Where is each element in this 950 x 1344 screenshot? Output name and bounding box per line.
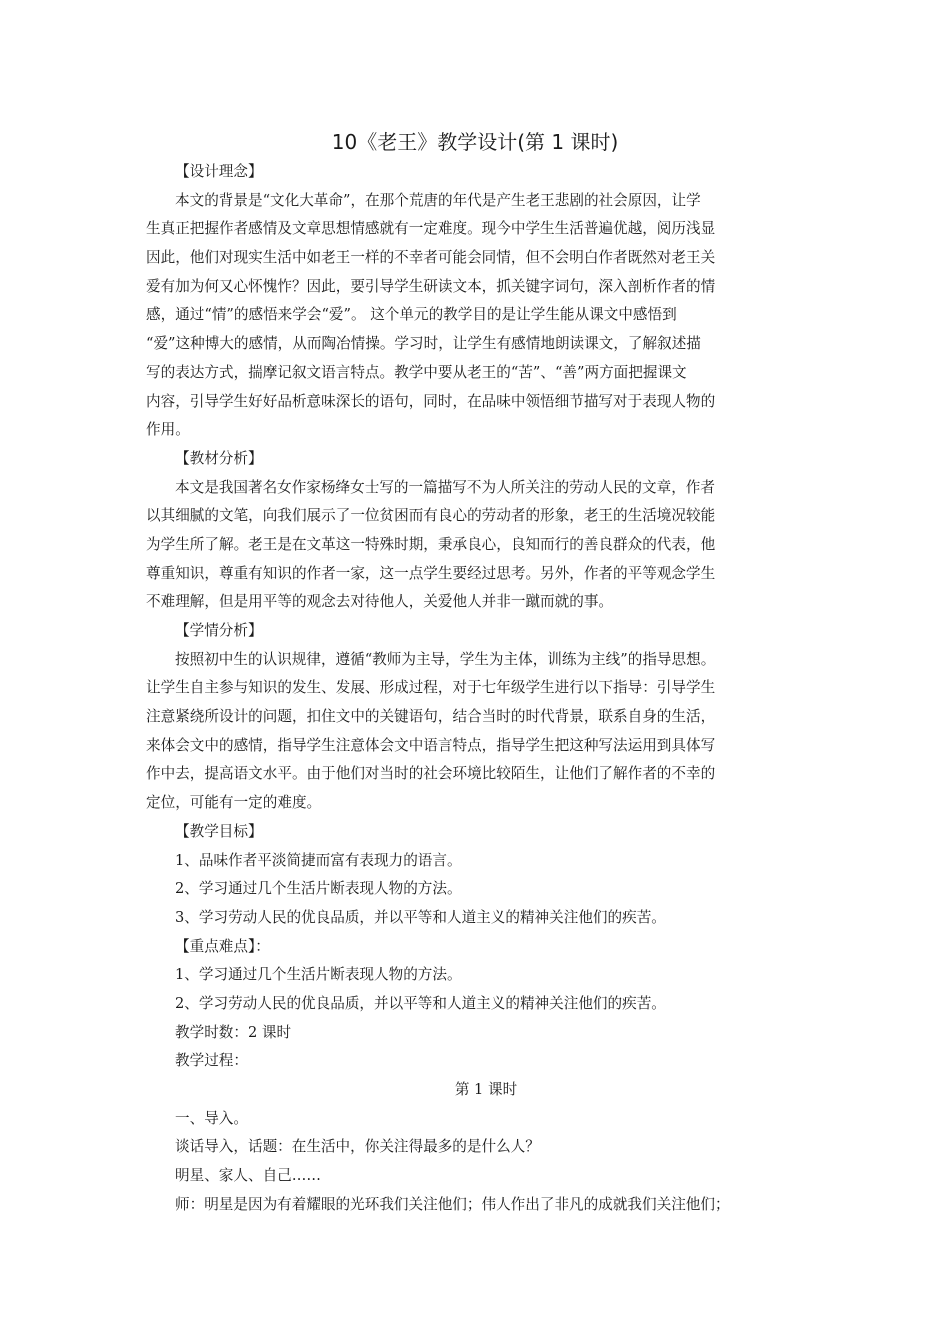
text-line: 内容，引导学生好好品析意味深长的语句，同时，在品味中领悟细节描写对于表现人物的: [146, 392, 716, 410]
text-line: 感，通过“情”的感悟来学会“爱”。 这个单元的教学目的是让学生能从课文中感悟到: [146, 306, 677, 324]
text-line: 【教学目标】: [175, 822, 263, 840]
text-line: 2、学习劳动人民的优良品质，并以平等和人道主义的精神关注他们的疾苦。: [175, 994, 666, 1012]
text-line: 【设计理念】: [175, 163, 263, 180]
text-line: 明星、家人、自己……: [175, 1167, 321, 1185]
text-line: 作用。: [146, 421, 190, 439]
text-line: 教学时数：2 课时: [175, 1023, 292, 1041]
text-line: 一、导入。: [175, 1109, 248, 1127]
text-line: 【学情分析】: [175, 622, 263, 639]
text-line: 让学生自主参与知识的发生、发展、形成过程，对于七年级学生进行以下指导：引导学生: [146, 679, 716, 697]
text-line: 注意紧绕所设计的问题，扣住文中的关键语句，结合当时的时代背景，联系自身的生活，: [146, 708, 716, 726]
text-line: 因此，他们对现实生活中如老王一样的不幸者可能会同情，但不会明白作者既然对老王关: [146, 249, 716, 267]
text-line: 写的表达方式，揣摩记叙文语言特点。教学中要从老王的“苦”、“善”两方面把握课文: [146, 363, 687, 381]
text-line: 2、学习通过几个生活片断表现人物的方法。: [175, 880, 462, 898]
text-line: 以其细腻的文笔，向我们展示了一位贫困而有良心的劳动者的形象，老王的生活境况较能: [146, 507, 716, 525]
text-line: 来体会文中的感情，指导学生注意体会文中语言特点，指导学生把这种写法运用到具体写: [146, 736, 716, 754]
text-line: 教学过程：: [175, 1052, 248, 1070]
text-line: 第 1 课时: [454, 1081, 518, 1098]
text-line: 爱有加为何又心怀愧怍？因此，要引导学生研读文本，抓关键字词句，深入剖析作者的情: [146, 277, 716, 295]
text-line: 谈话导入，话题：在生活中，你关注得最多的是什么人？: [175, 1138, 540, 1156]
text-line: 作中去，提高语文水平。由于他们对当时的社会环境比较陌生，让他们了解作者的不幸的: [146, 765, 716, 783]
text-line: 师：明星是因为有着耀眼的光环我们关注他们；伟人作出了非凡的成就我们关注他们；: [175, 1195, 730, 1213]
document-title: 10《老王》教学设计(第 1 课时): [331, 130, 619, 154]
text-line: 生真正把握作者感情及文章思想情感就有一定难度。现今中学生生活普遍优越，阅历浅显: [146, 220, 716, 238]
text-line: 按照初中生的认识规律，遵循“教师为主导，学生为主体，训练为主线”的指导思想。: [175, 650, 716, 668]
text-line: 【重点难点】：: [175, 937, 270, 955]
text-line: “爱”这种博大的感情，从而陶冶情操。学习时，让学生有感情地朗读课文，了解叙述描: [146, 335, 701, 353]
text-line: 本文是我国著名女作家杨绛女士写的一篇描写不为人所关注的劳动人民的文章，作者: [175, 478, 715, 496]
text-line: 尊重知识，尊重有知识的作者一家，这一点学生要经过思考。另外，作者的平等观念学生: [146, 564, 716, 582]
text-line: 3、学习劳动人民的优良品质，并以平等和人道主义的精神关注他们的疾苦。: [175, 908, 666, 926]
text-line: 为学生所了解。老王是在文革这一特殊时期，秉承良心，良知而行的善良群众的代表，他: [146, 535, 716, 553]
text-line: 不难理解，但是用平等的观念去对待他人，关爱他人并非一蹴而就的事。: [146, 593, 614, 611]
text-line: 定位，可能有一定的难度。: [146, 794, 322, 812]
text-line: 1、学习通过几个生活片断表现人物的方法。: [175, 966, 462, 984]
text-line: 1、品味作者平淡简捷而富有表现力的语言。: [175, 851, 462, 869]
document-body: [146, 158, 826, 1219]
text-line: 【教材分析】: [175, 449, 263, 467]
text-line: 本文的背景是“文化大革命”，在那个荒唐的年代是产生老王悲剧的社会原因，让学: [175, 191, 701, 209]
